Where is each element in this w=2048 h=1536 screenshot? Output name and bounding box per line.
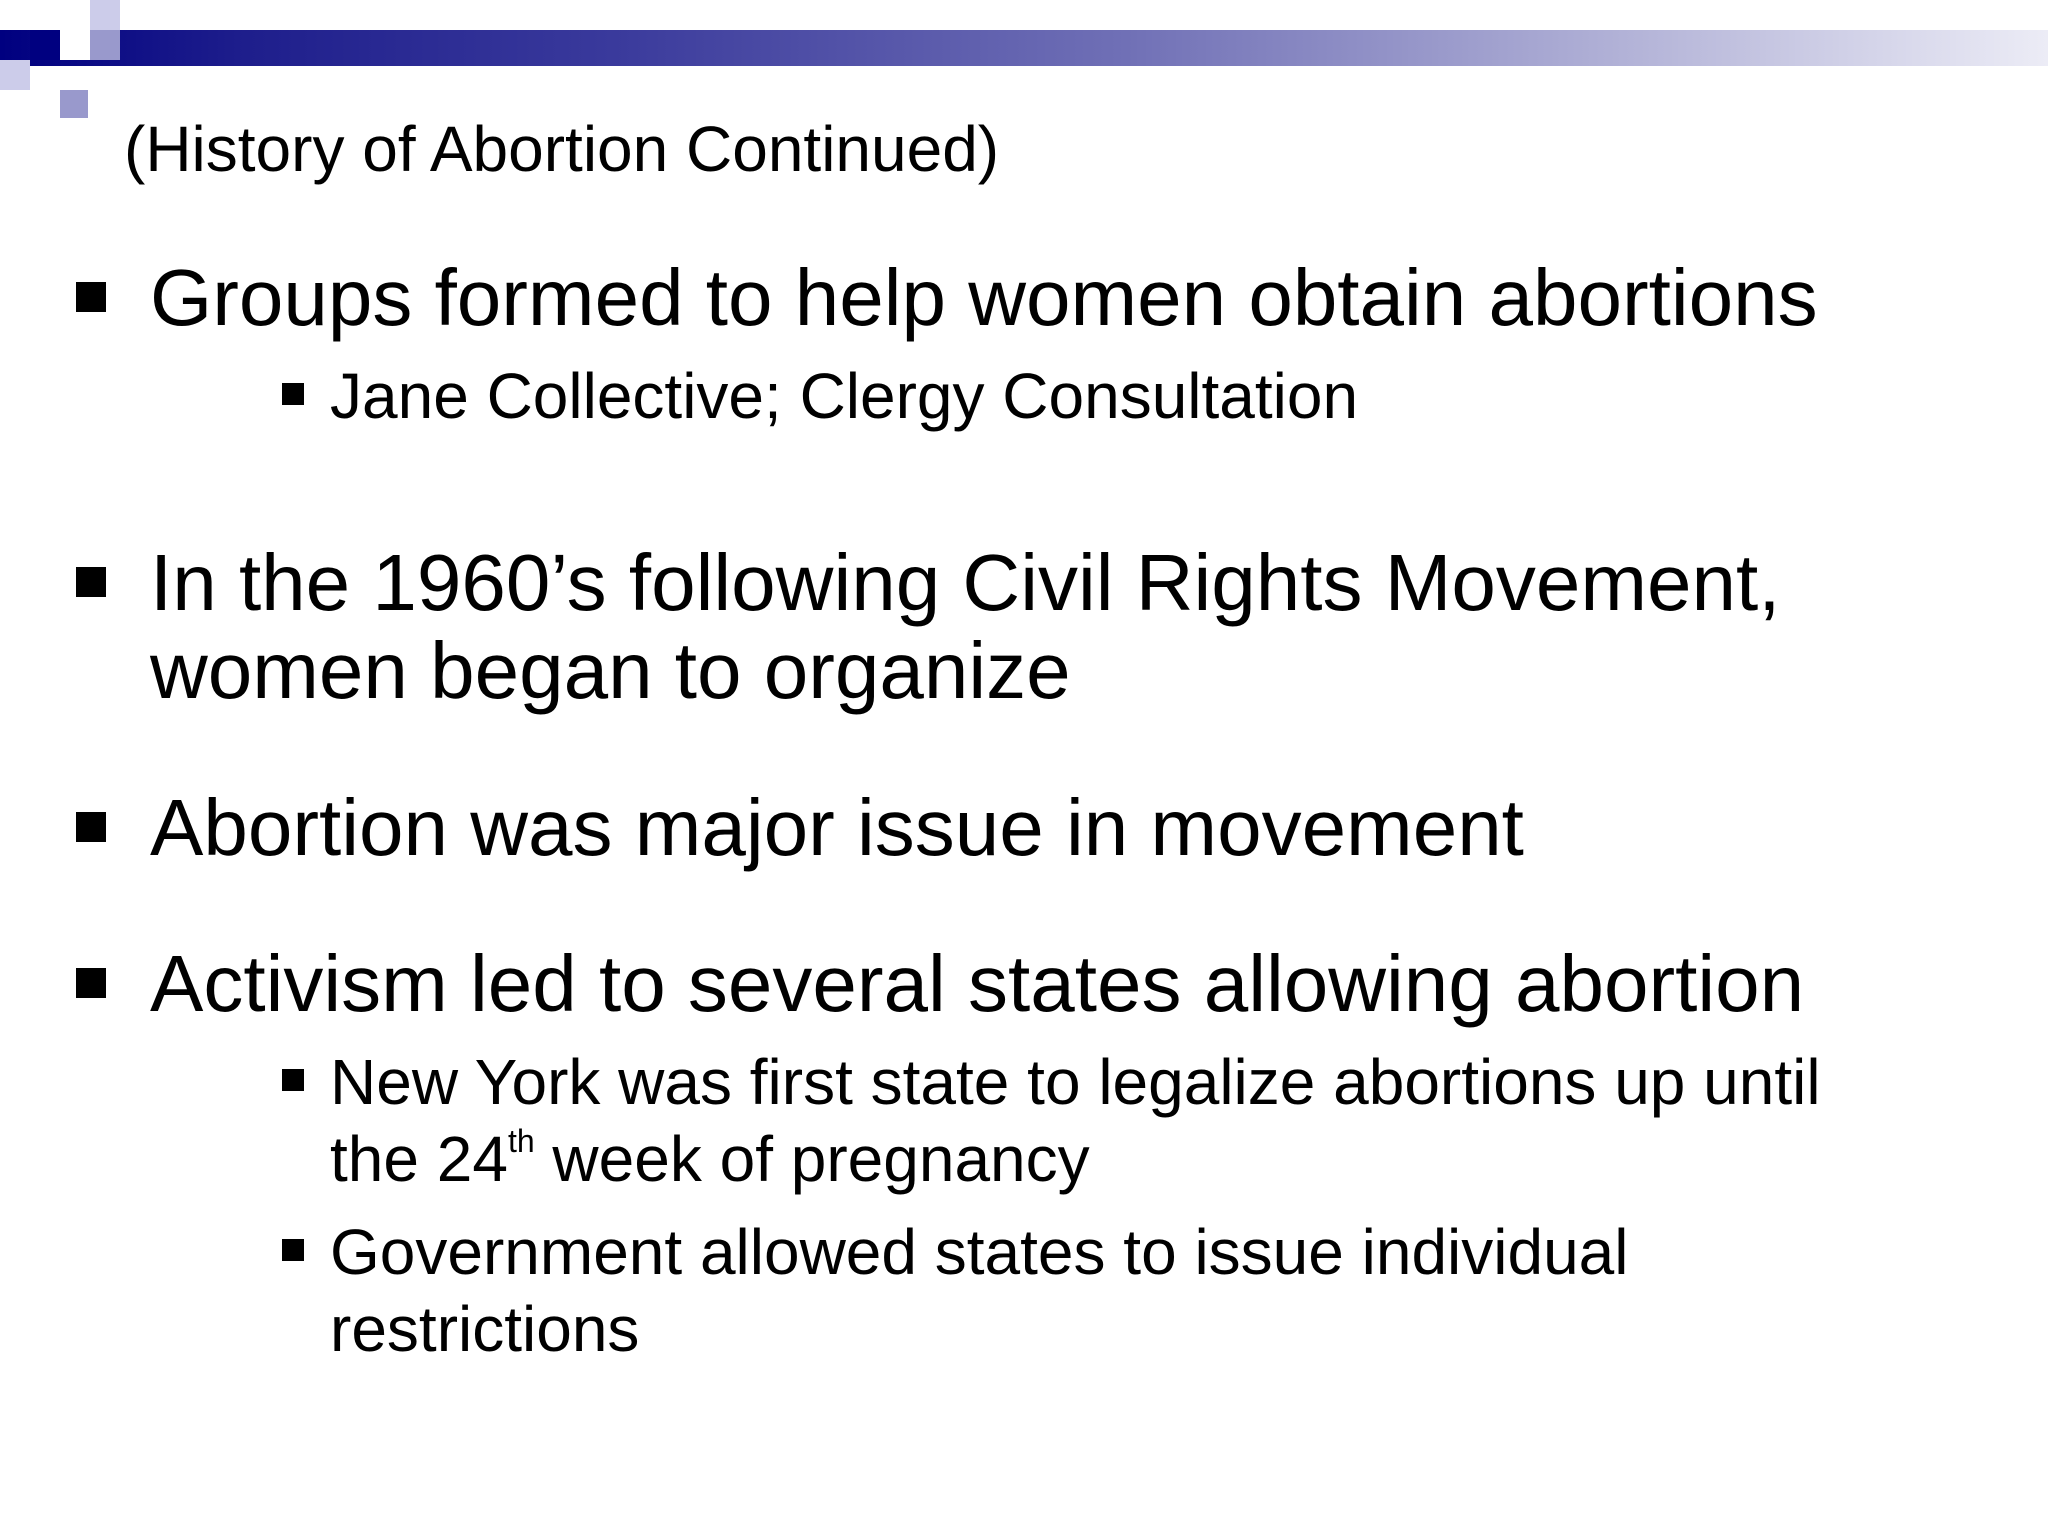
text-pre: the 24 [330,1123,508,1195]
bullet-square-icon [76,282,106,312]
bullet-text-line-2: women began to organize [150,626,1071,715]
bullet-text: Abortion was major issue in movement [150,783,1524,872]
sub-bullet-square-icon [282,1069,304,1091]
gradient-bar [0,30,2048,66]
decor-square-periwinkle-1 [90,30,120,60]
bullet-text: Groups formed to help women obtain abortions [150,253,1818,342]
text-post: week of pregnancy [534,1123,1090,1195]
decor-square-periwinkle-2 [60,90,88,118]
sub-bullet-text-line-2: restrictions [330,1293,640,1365]
bullet-text [150,539,2010,715]
bullet-square-icon [76,567,106,597]
sub-bullet-text-line-2 [330,1121,2030,1198]
sub-bullet-text-line-1: New York was first state to legalize abortions up until [330,1046,1821,1118]
slide-title: (History of Abortion Continued) [124,113,1000,185]
decor-square-white-2 [60,30,90,60]
sub-bullet-square-icon [282,383,304,405]
bullet-text: Activism led to several states allowing abortion [150,939,1805,1028]
decor-square-lavender-2 [90,0,120,30]
ordinal-superscript: th [507,1123,535,1160]
decor-square-navy [30,30,60,60]
sub-bullet-text: Jane Collective; Clergy Consultation [330,360,1359,432]
sub-bullet-text [330,1044,2030,1198]
bullet-text-line-1: In the 1960’s following Civil Rights Movement, [150,538,1781,627]
sub-bullet-text [330,1214,2030,1368]
sub-bullet-square-icon [282,1239,304,1261]
bullet-square-icon [76,968,106,998]
sub-bullet-text-line-1: Government allowed states to issue individual [330,1216,1629,1288]
decor-square-lavender-1 [0,60,30,90]
bullet-square-icon [76,812,106,842]
decor-square-white-1 [0,0,30,30]
